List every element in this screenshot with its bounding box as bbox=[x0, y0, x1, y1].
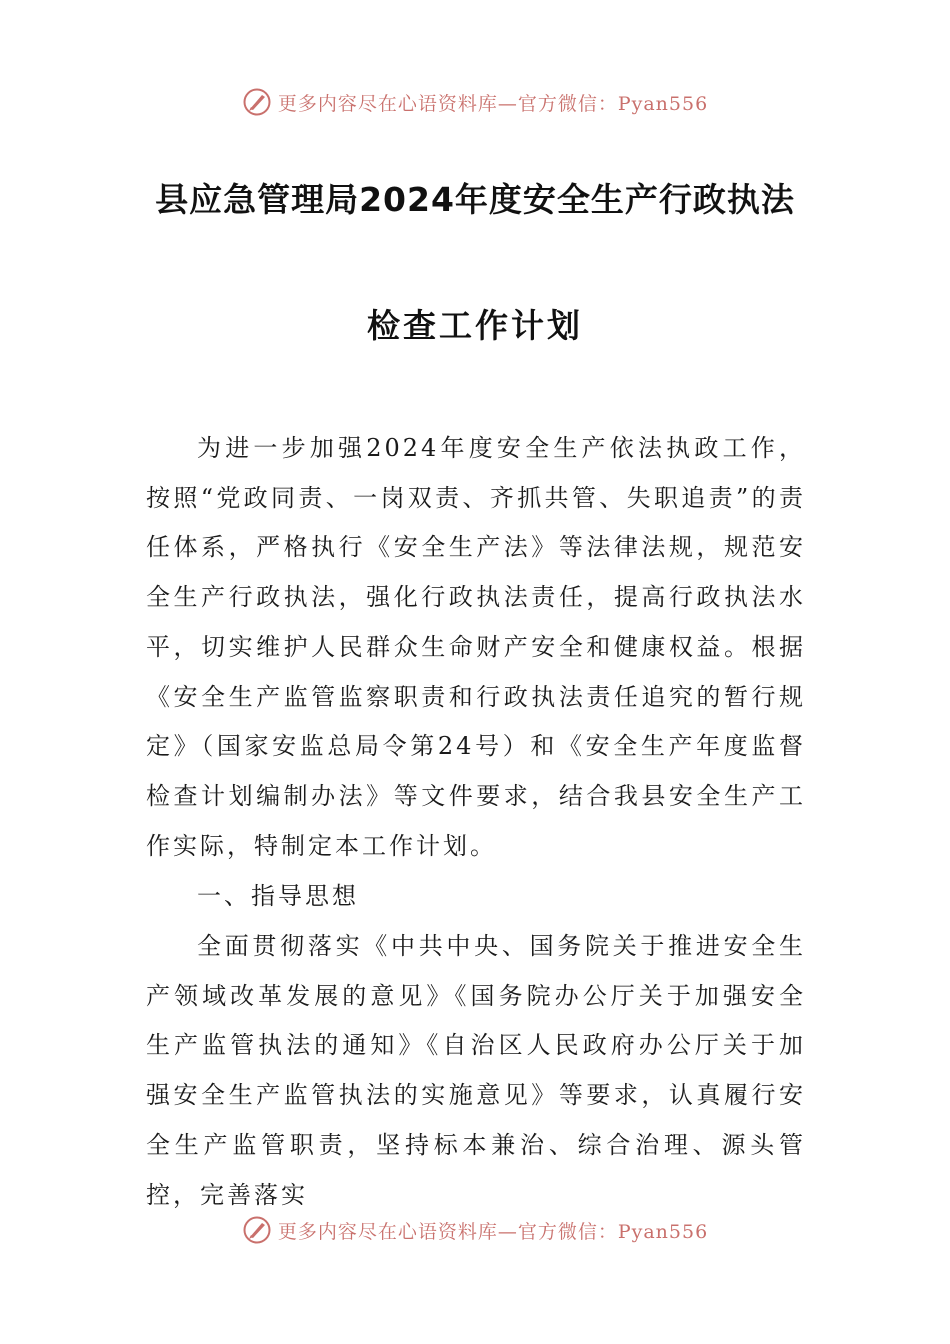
section-heading-text: 一、指导思想 bbox=[197, 882, 359, 910]
header-watermark bbox=[0, 82, 950, 122]
watermark-text: 更多内容尽在心语资料库—官方微信：Pyan556 bbox=[277, 1220, 709, 1243]
footer-watermark bbox=[0, 1210, 950, 1250]
intro-paragraph bbox=[146, 424, 806, 871]
guiding-ideology-paragraph bbox=[146, 922, 806, 1220]
paragraph-text: 为进一步加强2024年度安全生产依法执政工作，按照“党政同责、一岗双责、齐抓共管、失职追责”的责任体系，严格执行《安全生产法》等法律法规，规范安全生产行政执法，强化行政执法责任，提高行政执法水平，切实维护人民群众生命财产安全和健康权益。根据《安全生产监管监察职责和行政执法责任追究的暂行规定》（国家安监总局令第24号）和《安全生产年度监督检查计划编制办法》等文件要求，结合我县安全生产工作实际，特制定本工作计划。 bbox=[146, 434, 806, 860]
quill-pen-logo-icon bbox=[242, 87, 272, 117]
document-title-line-2: 检查工作计划 bbox=[367, 306, 583, 345]
section-heading bbox=[146, 872, 806, 922]
document-title-line-1: 县应急管理局2024年度安全生产行政执法 bbox=[155, 180, 795, 219]
watermark-text: 更多内容尽在心语资料库—官方微信：Pyan556 bbox=[277, 92, 709, 115]
paragraph-text: 全面贯彻落实《中共中央、国务院关于推进安全生产领域改革发展的意见》《国务院办公厅关于加强安全生产监管执法的通知》《自治区人民政府办公厅关于加强安全生产监管执法的实施意见》等要求，认真履行安全生产监管职责，坚持标本兼治、综合治理、源头管控，完善落实 bbox=[146, 932, 806, 1209]
quill-pen-logo-icon bbox=[242, 1215, 272, 1245]
